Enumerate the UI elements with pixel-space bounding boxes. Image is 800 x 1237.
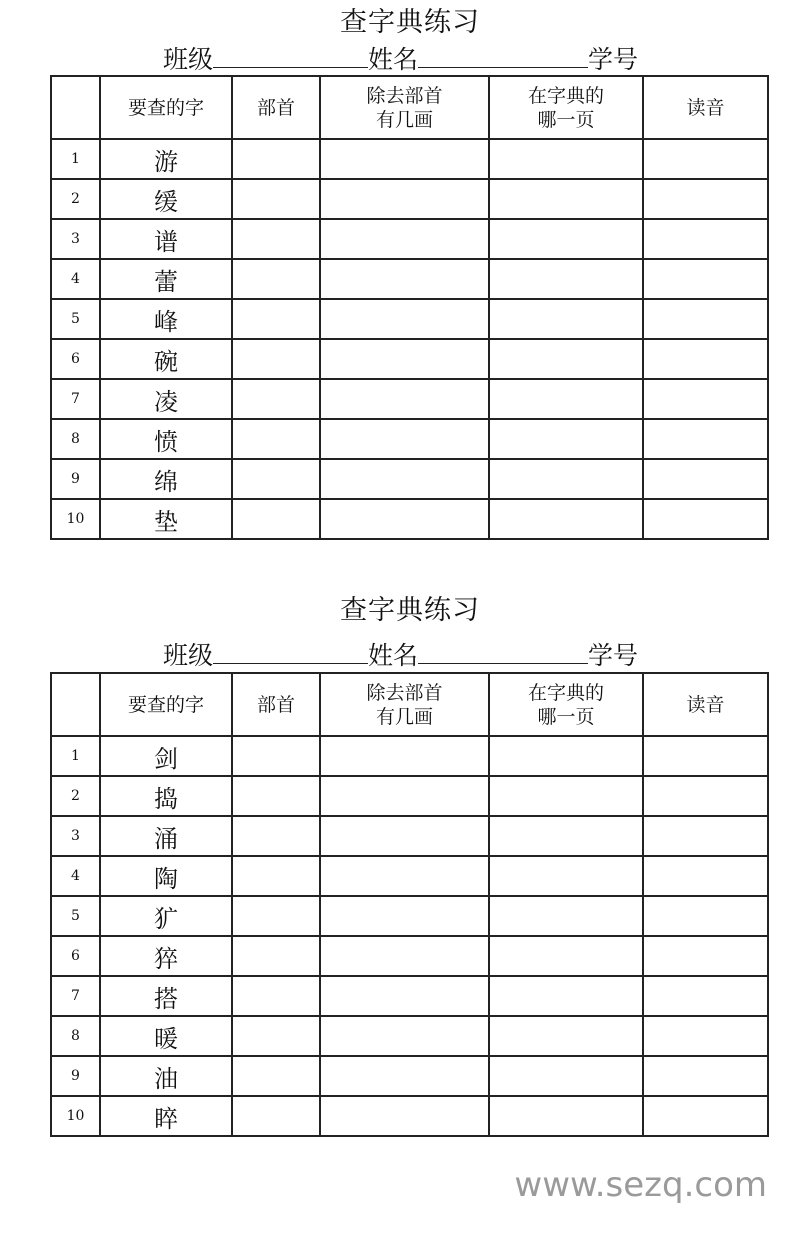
table-row	[51, 936, 768, 976]
character-cell: 蕾	[100, 259, 232, 299]
character-cell: 暖	[100, 1016, 232, 1056]
class-field[interactable]	[213, 47, 368, 68]
page-cell[interactable]	[489, 179, 643, 219]
row-number: 4	[51, 856, 100, 896]
row-number: 7	[51, 976, 100, 1016]
name-field[interactable]	[418, 47, 588, 68]
table-row	[51, 499, 768, 539]
page-cell[interactable]	[489, 219, 643, 259]
table-row	[51, 896, 768, 936]
pronunciation-cell[interactable]	[643, 1016, 768, 1056]
page-cell[interactable]	[489, 259, 643, 299]
student-info	[163, 636, 638, 672]
row-number: 2	[51, 776, 100, 816]
character-cell: 游	[100, 139, 232, 179]
radical-cell[interactable]	[232, 1016, 320, 1056]
row-number: 3	[51, 219, 100, 259]
row-number: 3	[51, 816, 100, 856]
worksheet-title: 查字典练习	[340, 7, 480, 38]
page-cell[interactable]	[489, 1016, 643, 1056]
character-cell: 峰	[100, 299, 232, 339]
id-label: 学号	[588, 641, 639, 670]
radical-cell[interactable]	[232, 139, 320, 179]
page-cell[interactable]	[489, 976, 643, 1016]
radical-cell[interactable]	[232, 339, 320, 379]
character-cell: 垫	[100, 499, 232, 539]
pronunciation-cell[interactable]	[643, 379, 768, 419]
pronunciation-cell[interactable]	[643, 936, 768, 976]
row-number: 4	[51, 259, 100, 299]
page-cell[interactable]	[489, 419, 643, 459]
radical-cell[interactable]	[232, 419, 320, 459]
pronunciation-cell[interactable]	[643, 499, 768, 539]
page-cell[interactable]	[489, 736, 643, 776]
character-cell: 绵	[100, 459, 232, 499]
table-row	[51, 379, 768, 419]
radical-cell[interactable]	[232, 219, 320, 259]
page-cell[interactable]	[489, 776, 643, 816]
table-row	[51, 219, 768, 259]
page-cell[interactable]	[489, 459, 643, 499]
pronunciation-cell[interactable]	[643, 1096, 768, 1136]
character-cell: 碗	[100, 339, 232, 379]
row-number: 5	[51, 299, 100, 339]
table-row	[51, 139, 768, 179]
header-row	[51, 76, 768, 139]
table-row	[51, 976, 768, 1016]
pronunciation-cell[interactable]	[643, 736, 768, 776]
character-cell: 谱	[100, 219, 232, 259]
radical-cell[interactable]	[232, 179, 320, 219]
column-header: 除去部首 有几画	[320, 76, 489, 139]
stroke-count-cell[interactable]	[320, 976, 489, 1016]
character-cell: 凌	[100, 379, 232, 419]
radical-cell[interactable]	[232, 776, 320, 816]
radical-cell[interactable]	[232, 459, 320, 499]
stroke-count-cell[interactable]	[320, 339, 489, 379]
radical-cell[interactable]	[232, 816, 320, 856]
page-cell[interactable]	[489, 139, 643, 179]
column-header: 部首	[232, 76, 320, 139]
column-header: 部首	[232, 673, 320, 736]
radical-cell[interactable]	[232, 499, 320, 539]
character-cell: 睟	[100, 1096, 232, 1136]
table-row	[51, 259, 768, 299]
table-row	[51, 856, 768, 896]
pronunciation-cell[interactable]	[643, 896, 768, 936]
stroke-count-cell[interactable]	[320, 179, 489, 219]
table-row	[51, 179, 768, 219]
pronunciation-cell[interactable]	[643, 419, 768, 459]
stroke-count-cell[interactable]	[320, 1096, 489, 1136]
radical-cell[interactable]	[232, 896, 320, 936]
column-header: 要查的字	[100, 76, 232, 139]
character-cell: 油	[100, 1056, 232, 1096]
character-cell: 猝	[100, 936, 232, 976]
column-header	[51, 76, 100, 139]
stroke-count-cell[interactable]	[320, 736, 489, 776]
table-row	[51, 1096, 768, 1136]
column-header: 要查的字	[100, 673, 232, 736]
character-cell: 搭	[100, 976, 232, 1016]
pronunciation-cell[interactable]	[643, 459, 768, 499]
row-number: 5	[51, 896, 100, 936]
character-cell: 愤	[100, 419, 232, 459]
column-header: 读音	[643, 673, 768, 736]
stroke-count-cell[interactable]	[320, 856, 489, 896]
name-label: 姓名	[368, 45, 419, 74]
page-cell[interactable]	[489, 816, 643, 856]
radical-cell[interactable]	[232, 736, 320, 776]
page-cell[interactable]	[489, 1056, 643, 1096]
table-row	[51, 776, 768, 816]
stroke-count-cell[interactable]	[320, 379, 489, 419]
radical-cell[interactable]	[232, 299, 320, 339]
id-label: 学号	[588, 45, 639, 74]
column-header: 除去部首 有几画	[320, 673, 489, 736]
page-cell[interactable]	[489, 299, 643, 339]
worksheet-table	[50, 75, 769, 540]
radical-cell[interactable]	[232, 976, 320, 1016]
stroke-count-cell[interactable]	[320, 459, 489, 499]
row-number: 1	[51, 736, 100, 776]
column-header: 在字典的 哪一页	[489, 76, 643, 139]
table-row	[51, 816, 768, 856]
character-cell: 涌	[100, 816, 232, 856]
class-field[interactable]	[213, 643, 368, 664]
character-cell: 陶	[100, 856, 232, 896]
student-info	[163, 40, 638, 76]
pronunciation-cell[interactable]	[643, 339, 768, 379]
class-label: 班级	[163, 641, 214, 670]
row-number: 9	[51, 1056, 100, 1096]
table-row	[51, 339, 768, 379]
pronunciation-cell[interactable]	[643, 816, 768, 856]
radical-cell[interactable]	[232, 379, 320, 419]
row-number: 1	[51, 139, 100, 179]
character-cell: 犷	[100, 896, 232, 936]
row-number: 8	[51, 1016, 100, 1056]
stroke-count-cell[interactable]	[320, 139, 489, 179]
table-row	[51, 299, 768, 339]
stroke-count-cell[interactable]	[320, 219, 489, 259]
stroke-count-cell[interactable]	[320, 299, 489, 339]
table-row	[51, 1056, 768, 1096]
pronunciation-cell[interactable]	[643, 219, 768, 259]
stroke-count-cell[interactable]	[320, 936, 489, 976]
radical-cell[interactable]	[232, 856, 320, 896]
page-cell[interactable]	[489, 856, 643, 896]
header-row	[51, 673, 768, 736]
page-cell[interactable]	[489, 1096, 643, 1136]
column-header: 在字典的 哪一页	[489, 673, 643, 736]
row-number: 9	[51, 459, 100, 499]
page-cell[interactable]	[489, 896, 643, 936]
row-number: 6	[51, 936, 100, 976]
column-header	[51, 673, 100, 736]
pronunciation-cell[interactable]	[643, 139, 768, 179]
character-cell: 剑	[100, 736, 232, 776]
name-label: 姓名	[368, 641, 419, 670]
character-cell: 缓	[100, 179, 232, 219]
character-cell: 捣	[100, 776, 232, 816]
stroke-count-cell[interactable]	[320, 776, 489, 816]
table-row	[51, 736, 768, 776]
pronunciation-cell[interactable]	[643, 976, 768, 1016]
pronunciation-cell[interactable]	[643, 299, 768, 339]
table-row	[51, 419, 768, 459]
row-number: 8	[51, 419, 100, 459]
row-number: 10	[51, 499, 100, 539]
row-number: 2	[51, 179, 100, 219]
page-cell[interactable]	[489, 936, 643, 976]
table-row	[51, 1016, 768, 1056]
page-cell[interactable]	[489, 499, 643, 539]
radical-cell[interactable]	[232, 1056, 320, 1096]
worksheet-table	[50, 672, 769, 1137]
pronunciation-cell[interactable]	[643, 259, 768, 299]
table-row	[51, 459, 768, 499]
radical-cell[interactable]	[232, 259, 320, 299]
name-field[interactable]	[418, 643, 588, 664]
row-number: 6	[51, 339, 100, 379]
radical-cell[interactable]	[232, 1096, 320, 1136]
stroke-count-cell[interactable]	[320, 419, 489, 459]
pronunciation-cell[interactable]	[643, 1056, 768, 1096]
page-cell[interactable]	[489, 339, 643, 379]
pronunciation-cell[interactable]	[643, 856, 768, 896]
stroke-count-cell[interactable]	[320, 259, 489, 299]
stroke-count-cell[interactable]	[320, 1016, 489, 1056]
worksheet-title: 查字典练习	[340, 595, 480, 626]
page-cell[interactable]	[489, 379, 643, 419]
stroke-count-cell[interactable]	[320, 499, 489, 539]
radical-cell[interactable]	[232, 936, 320, 976]
pronunciation-cell[interactable]	[643, 776, 768, 816]
row-number: 10	[51, 1096, 100, 1136]
stroke-count-cell[interactable]	[320, 1056, 489, 1096]
row-number: 7	[51, 379, 100, 419]
column-header: 读音	[643, 76, 768, 139]
watermark: www.sezq.com	[514, 1165, 767, 1205]
pronunciation-cell[interactable]	[643, 179, 768, 219]
stroke-count-cell[interactable]	[320, 896, 489, 936]
stroke-count-cell[interactable]	[320, 816, 489, 856]
class-label: 班级	[163, 45, 214, 74]
